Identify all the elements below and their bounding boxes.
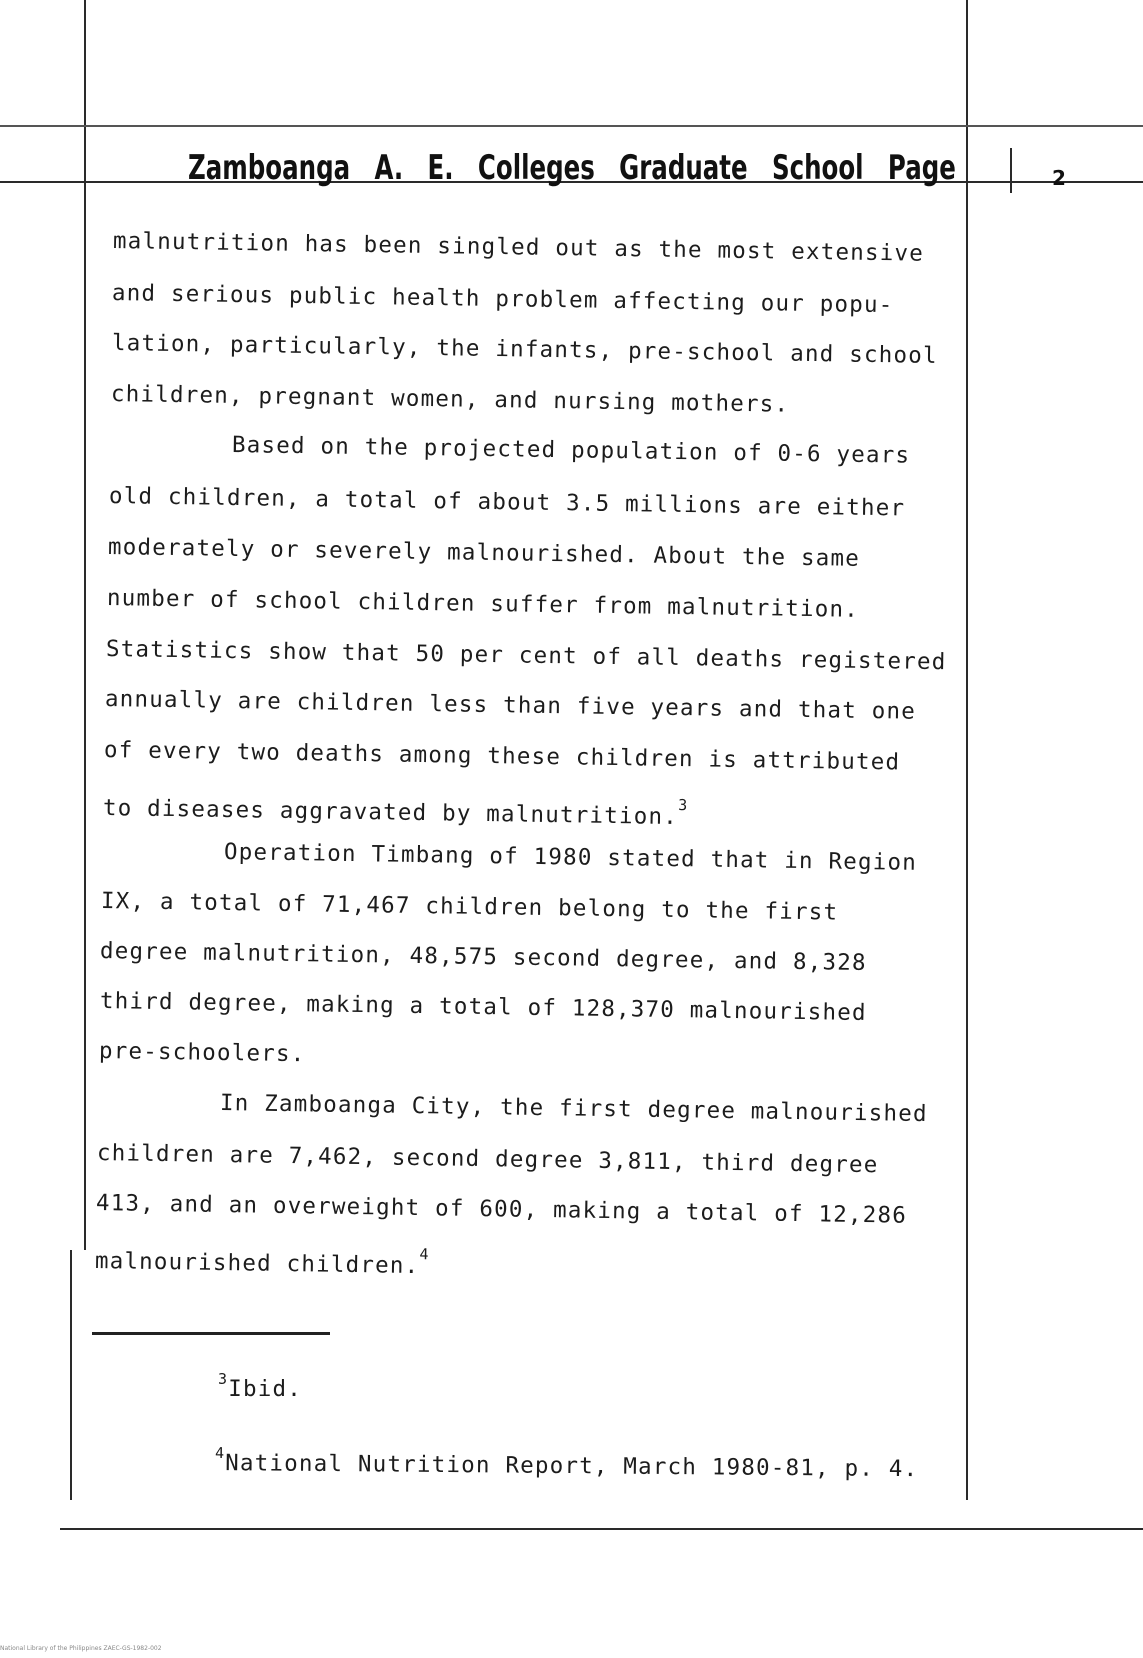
footnote-ref-4: 4 xyxy=(419,1245,430,1264)
footnote-text: Ibid. xyxy=(228,1376,302,1402)
body-line: In Zamboanga City, the first degree malnourished xyxy=(219,1090,928,1128)
body-line: children are 7,462, second degree 3,811, third degree xyxy=(96,1140,879,1179)
body-line: children, pregnant women, and nursing mothers. xyxy=(110,381,790,418)
body-line: Based on the projected population of 0-6 years xyxy=(231,432,911,469)
body-line-text: malnourished children. xyxy=(94,1248,420,1280)
body-line: lation, particularly, the infants, pre-school and school xyxy=(111,330,938,369)
body-line: degree malnutrition, 48,575 second degree, and 8,328 xyxy=(99,938,867,977)
body-line: and serious public health problem affecting our popu- xyxy=(111,280,894,319)
body-line: malnutrition has been singled out as the most extensive xyxy=(112,228,925,267)
frame-top-line xyxy=(0,125,1143,127)
frame-left-line xyxy=(84,0,86,1250)
body-line: annually are children less than five years and that one xyxy=(104,686,917,725)
footnote-mark: 3 xyxy=(218,1370,229,1388)
body-line: Statistics show that 50 per cent of all deaths registered xyxy=(105,636,947,676)
footnote-3 xyxy=(218,1370,302,1402)
body-line: old children, a total of about 3.5 millions are either xyxy=(108,483,906,522)
body-line: 413, and an overweight of 600, making a total of 12,286 xyxy=(95,1190,908,1229)
body-line: IX, a total of 71,467 children belong to the first xyxy=(100,888,839,926)
footnote-ref-3: 3 xyxy=(678,796,689,815)
footnote-text: National Nutrition Report, March 1980-81, p. 4. xyxy=(225,1450,919,1483)
footnote-4 xyxy=(215,1444,919,1483)
frame-right-line xyxy=(966,0,968,1500)
body-line-with-ref-3 xyxy=(103,787,689,830)
body-line-text: to diseases aggravated by malnutrition. xyxy=(102,795,679,831)
body-line: of every two deaths among these children is attributed xyxy=(103,737,901,776)
body-line: third degree, making a total of 128,370 malnourished xyxy=(99,988,867,1027)
frame-left-line-lower xyxy=(70,1250,72,1500)
footnote-mark: 4 xyxy=(215,1444,226,1463)
page-number: 2 xyxy=(1052,166,1066,190)
page-header-title: Zamboanga A. E. Colleges Graduate School Page xyxy=(188,148,956,188)
microfilm-caption: National Library of the Philippines ZAEC-GS-1982-002 xyxy=(0,1645,162,1652)
page-number-box-left xyxy=(1010,148,1012,193)
body-line: number of school children suffer from malnutrition. xyxy=(106,585,860,623)
frame-bottom-line xyxy=(60,1528,1143,1530)
body-line: moderately or severely malnourished. About the same xyxy=(107,534,861,572)
body-line: pre-schoolers. xyxy=(98,1038,306,1068)
footnote-separator xyxy=(92,1332,330,1335)
body-line-with-ref-4 xyxy=(95,1240,430,1279)
body-line: Operation Timbang of 1980 stated that in Region xyxy=(223,839,918,876)
